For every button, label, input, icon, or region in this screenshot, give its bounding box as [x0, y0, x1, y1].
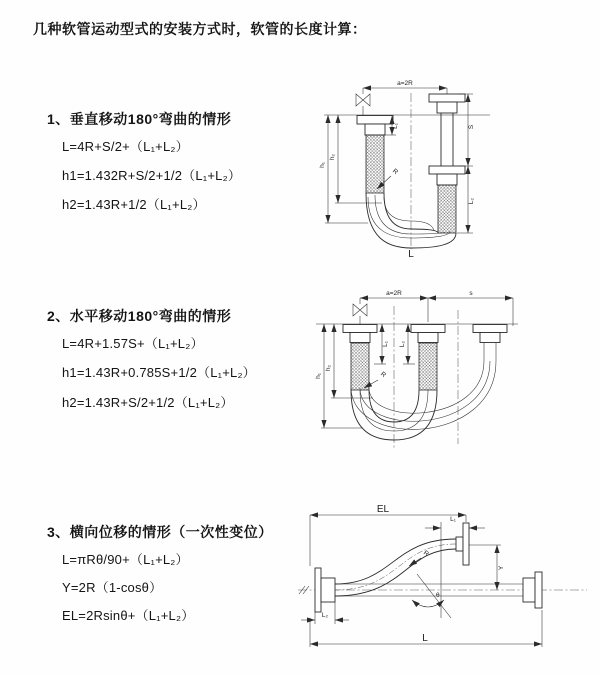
section3-formula-EL: EL=2Rsinθ+（L₁+L₂）	[62, 608, 195, 623]
dim-label-h1: h₁	[319, 162, 326, 168]
dim-label-l2: L₂	[399, 340, 406, 348]
section2-formula-L: L=4R+1.57S+（L₁+L₂）	[62, 336, 204, 351]
braid-section	[351, 343, 369, 390]
braid-section	[366, 135, 384, 193]
dimension-l1	[425, 516, 485, 528]
dim-label-a2r: a=2R	[397, 80, 413, 87]
displaced-hose-s-curve	[335, 523, 469, 596]
dim-label-el: EL	[376, 504, 390, 515]
dim-label-l1: L₁	[450, 516, 456, 523]
dim-label-h2: h₂	[325, 364, 332, 372]
dim-label-y: Y	[498, 565, 505, 571]
section2-heading: 2、水平移动180°弯曲的情形	[47, 308, 232, 324]
braid-section	[438, 185, 456, 233]
dim-label-s: s	[469, 290, 473, 297]
dimension-length	[310, 610, 542, 647]
dimension-l2	[301, 602, 349, 624]
dimension-h1	[319, 115, 368, 223]
moving-hose-end-position1	[411, 325, 445, 391]
dim-label-a2r: a=2R	[386, 290, 402, 297]
dim-label-theta: θ	[436, 592, 440, 599]
fixed-hose-end	[343, 325, 377, 391]
section1-formula-h1: h1=1.432R+S/2+1/2（L₁+L₂）	[62, 168, 242, 183]
dimension-y	[469, 545, 505, 590]
diagram-horizontal-180-bend	[308, 276, 600, 458]
valve-icon	[353, 298, 367, 324]
dim-label-l2: L₂	[321, 612, 329, 619]
dim-label-h1: h₁	[315, 373, 322, 379]
dim-label-l2: L₂	[468, 197, 475, 205]
dimension-el	[310, 504, 466, 566]
dim-label-r: R	[421, 549, 430, 558]
section1-formula-h2: h2=1.43R+1/2（L₁+L₂）	[62, 197, 206, 212]
section2-formula-h2: h2=1.43R+S/2+1/2（L₁+L₂）	[62, 395, 234, 410]
dim-label-r: R	[378, 370, 388, 380]
left-flange	[315, 568, 335, 612]
moving-hose-end-position2	[473, 325, 507, 362]
diagram-lateral-displacement	[295, 498, 600, 660]
radius-callout	[409, 550, 430, 566]
section3-formula-L: L=πRθ/90+（L₁+L₂）	[62, 552, 189, 567]
dim-label-s: S	[468, 124, 475, 130]
upper-flange	[463, 523, 469, 565]
page-title: 几种软管运动型式的安装方式时，软管的长度计算：	[33, 21, 367, 37]
diagram-vertical-180-bend	[310, 63, 592, 263]
braid-section	[419, 343, 437, 390]
dim-label-h2: h₂	[329, 153, 336, 161]
dimension-l2	[468, 166, 475, 233]
dim-label-length: L	[408, 249, 414, 260]
dimension-stroke-s	[428, 290, 513, 326]
dim-label-length: L	[422, 633, 428, 644]
section1-heading: 1、垂直移动180°弯曲的情形	[47, 111, 232, 127]
left-hose-end	[357, 116, 393, 194]
section3-formula-Y: Y=2R（1-cosθ）	[62, 580, 163, 595]
dimension-a-2r	[363, 80, 447, 94]
dim-label-l1: L₁	[392, 123, 399, 129]
dim-label-r: R	[390, 167, 400, 177]
dim-label-l1: L₁	[382, 341, 389, 347]
section2-formula-h1: h1=1.43R+0.785S+1/2（L₁+L₂）	[62, 365, 256, 380]
section1-formula-L: L=4R+S/2+（L₁+L₂）	[62, 139, 189, 154]
section3-heading: 3、横向位移的情形（一次性变位）	[47, 524, 273, 540]
dimension-a-2r	[360, 290, 428, 298]
valve-icon	[356, 88, 370, 115]
